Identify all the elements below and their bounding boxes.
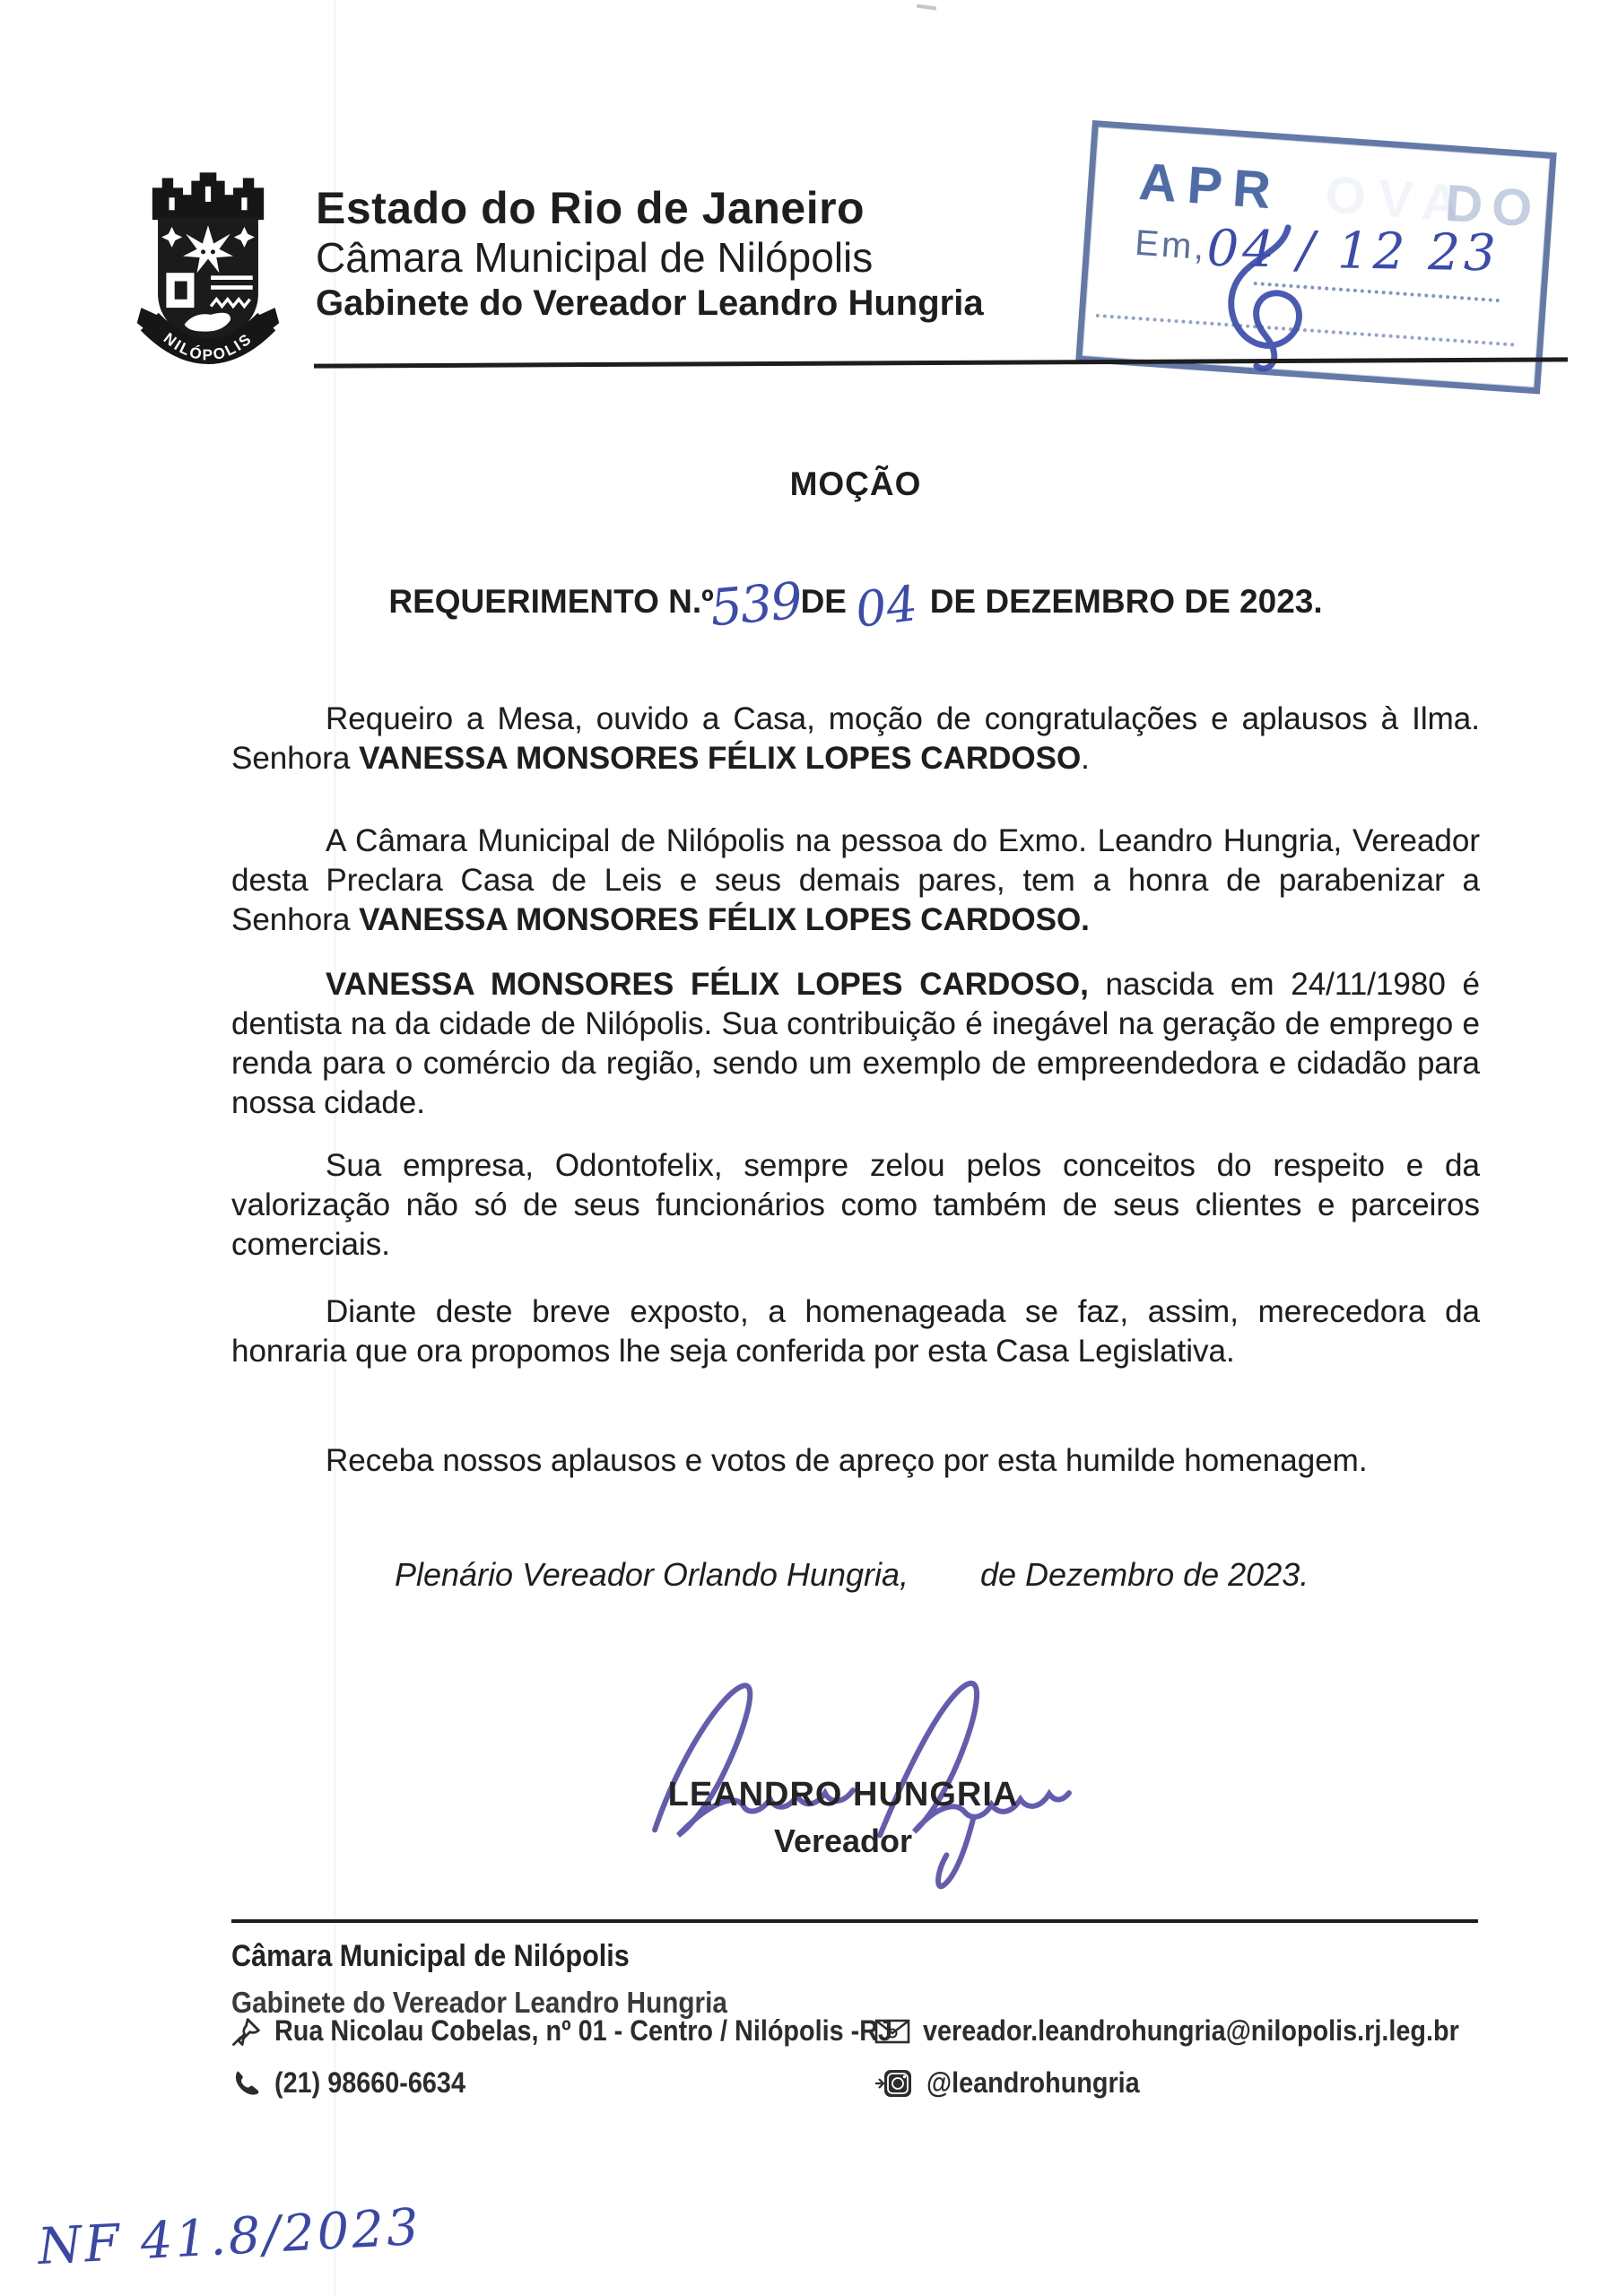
instagram-icon — [874, 2068, 914, 2099]
closing-date-text: de Dezembro de 2023. — [980, 1556, 1309, 1593]
footer-phone-row — [231, 2066, 487, 2100]
letterhead-chamber: Câmara Municipal de Nilópolis — [316, 234, 874, 281]
approval-stamp — [1075, 120, 1557, 395]
paragraph-5: Diante deste breve exposto, a homenageada se faz, assim, merecedora da honraria que ora propomos lhe seja conferida por esta Casa Legislativa. — [231, 1294, 1480, 1369]
footer-instagram: @leandrohungria — [926, 2066, 1140, 2099]
document-title: MOÇÃO — [789, 465, 922, 502]
closing-line — [395, 1556, 1309, 1594]
paragraph-1: Requeiro a Mesa, ouvido a Casa, moção de congratulações e aplausos à Ilma. Senhora VANESSA MONSORES FÉLIX LOPES CARDOSO. — [231, 701, 1480, 776]
footer-email: vereador.leandrohungria@nilopolis.rj.leg.br — [923, 2014, 1459, 2047]
letterhead-state: Estado do Rio de Janeiro — [316, 183, 865, 233]
municipal-coat-of-arms — [135, 164, 282, 370]
requerimento-line — [231, 571, 1480, 639]
crest-banner-text: NILÓPOLIS — [160, 329, 257, 364]
document-body — [231, 700, 1480, 1481]
stamp-date-label: Em, — [1134, 222, 1209, 268]
stamp-approved-faded: OVA — [1323, 165, 1474, 234]
footer-address-row — [231, 2014, 961, 2048]
handwritten-protocol-note: NF 41.8/2023 — [36, 2197, 423, 2277]
footer-phone: (21) 98660-6634 — [274, 2066, 465, 2099]
plenary-text: Plenário Vereador Orlando Hungria, — [395, 1556, 909, 1593]
phone-icon — [231, 2068, 262, 2099]
footer-divider — [231, 1919, 1478, 1923]
requerimento-de: DE — [800, 583, 847, 620]
footer-address: Rua Nicolau Cobelas, nº 01 - Centro / Nilópolis -RJ — [274, 2014, 893, 2047]
pushpin-icon — [231, 2016, 262, 2047]
stamp-approved-text: APR — [1137, 152, 1283, 221]
paragraph-3: VANESSA MONSORES FÉLIX LOPES CARDOSO, nascida em 24/11/1980 é dentista na da cidade de Nilópolis. Sua contribuição é inegável na geração de emprego e renda para o comércio da região, sendo um exemplo de empreendedora e cidadão para nossa cidade. — [231, 967, 1480, 1120]
handwritten-day: 04 — [852, 575, 921, 639]
handwritten-request-number: 539 — [708, 571, 804, 639]
signer-role: Vereador — [773, 1822, 913, 1859]
stamp-handwritten-date: 04 / 12 23 — [1205, 219, 1500, 283]
stamp-signature-rubric — [1205, 218, 1333, 378]
requerimento-suffix: DE DEZEMBRO DE 2023. — [929, 583, 1323, 620]
stamp-approved-faded-end: DO — [1443, 173, 1544, 239]
signer-name: LEANDRO HUNGRIA — [667, 1776, 1019, 1813]
letterhead-office: Gabinete do Vereador Leandro Hungria — [316, 283, 984, 323]
footer-org: Câmara Municipal de Nilópolis — [231, 1939, 630, 1973]
paragraph-2: A Câmara Municipal de Nilópolis na pessoa do Exmo. Leandro Hungria, Vereador desta Preclara Casa de Leis e seus demais pares, tem a honra de parabenizar a Senhora VANESSA MONSORES FÉLIX LOPES CARDOSO. — [231, 823, 1480, 937]
envelope-icon — [874, 2018, 910, 2045]
paragraph-4: Sua empresa, Odontofelix, sempre zelou pelos conceitos do respeito e da valorização não só de seus funcionários como também de seus clientes e parceiros comerciais. — [231, 1148, 1480, 1262]
letterhead — [316, 182, 984, 326]
footer-instagram-row — [874, 2066, 1163, 2100]
footer-email-row — [874, 2014, 1518, 2048]
requerimento-prefix: REQUERIMENTO N.º — [388, 583, 714, 620]
footer-office: Gabinete do Vereador Leandro Hungria — [231, 1986, 727, 2019]
paragraph-6: Receba nossos aplausos e votos de apreço por esta humilde homenagem. — [326, 1443, 1368, 1478]
scan-mark-artifact — [917, 4, 936, 10]
